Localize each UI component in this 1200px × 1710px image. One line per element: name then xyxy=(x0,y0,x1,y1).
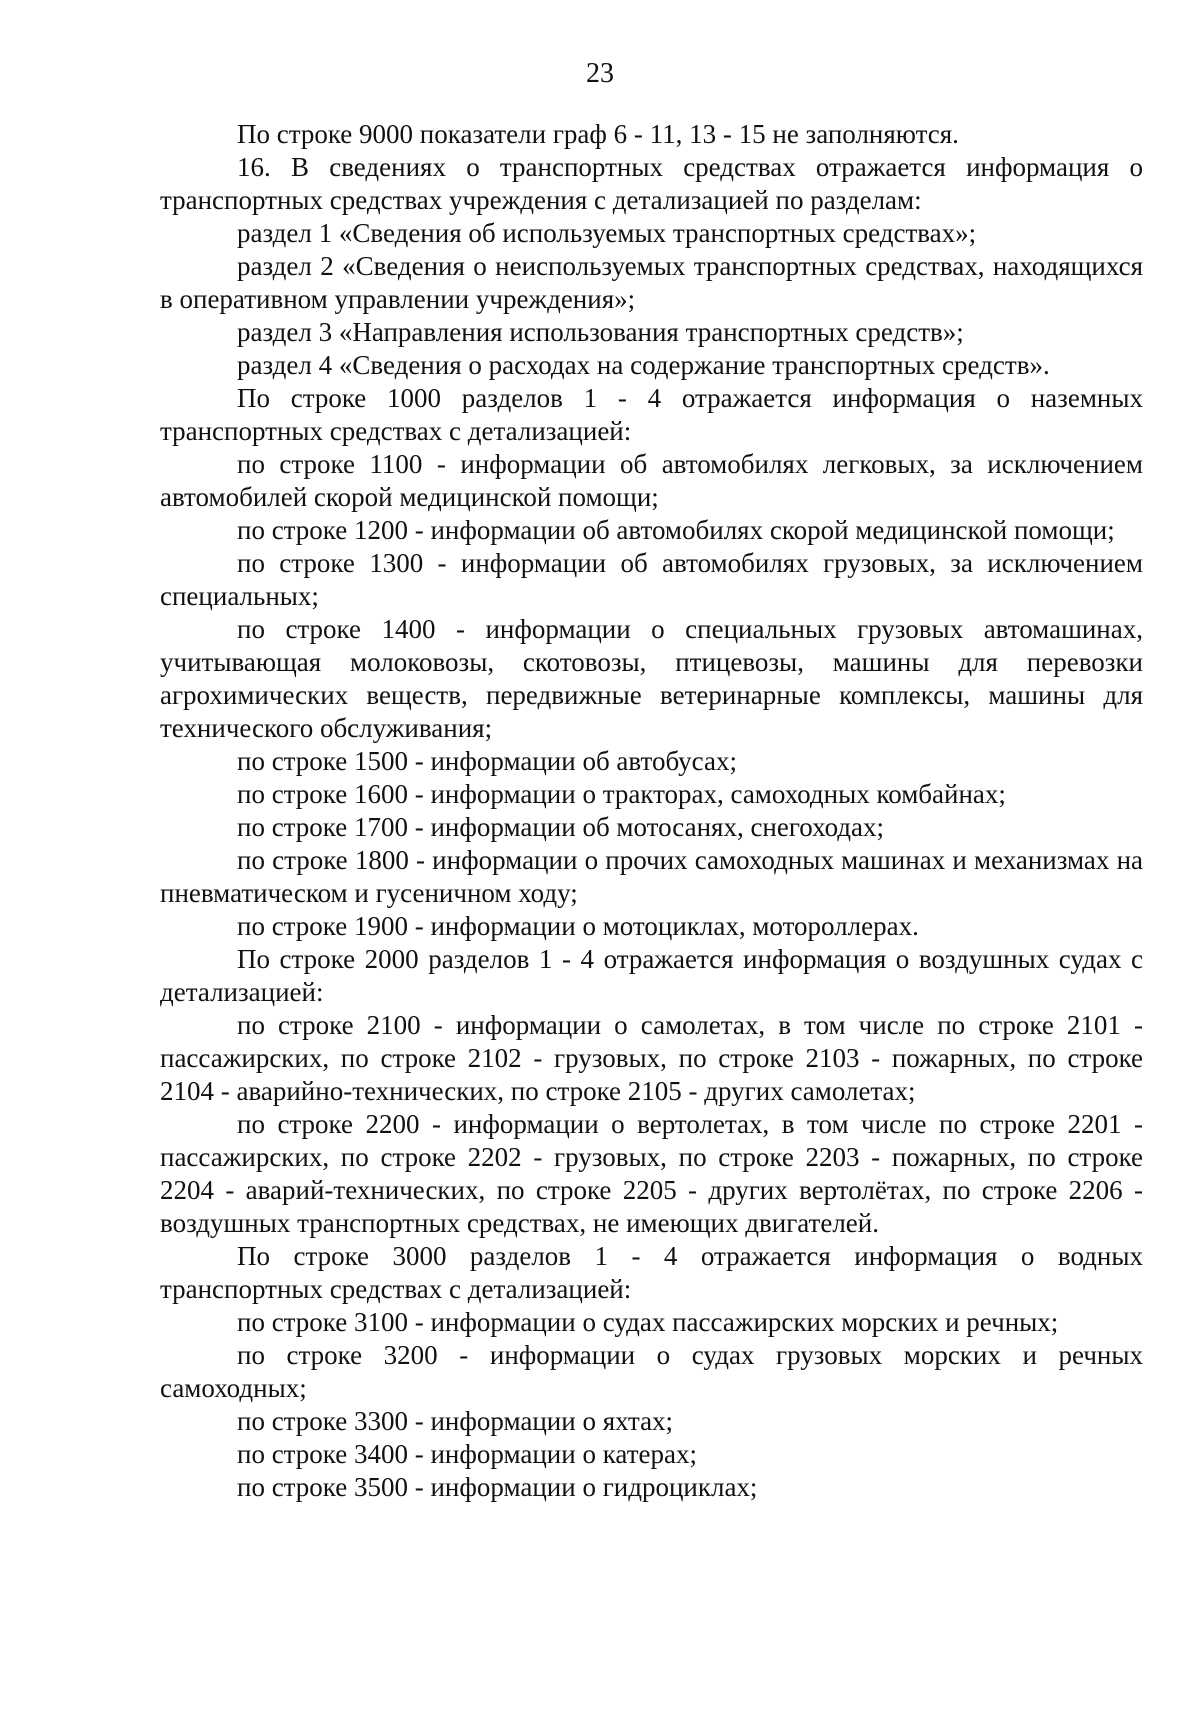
paragraph: по строке 2100 - информации о самолетах, в том числе по строке 2101 - пассажирских, по строке 2102 - грузовых, по строке 2103 - пожарных, по строке 2104 - аварийно-технических, по строке 2105 - других самолетах; xyxy=(160,1010,1143,1106)
paragraph: раздел 3 «Направления использования транспортных средств»; xyxy=(237,317,964,347)
paragraph: по строке 3200 - информации о судах грузовых морских и речных самоходных; xyxy=(160,1340,1143,1403)
paragraph: по строке 1500 - информации об автобусах; xyxy=(237,746,737,776)
paragraph: раздел 4 «Сведения о расходах на содержание транспортных средств». xyxy=(237,350,1050,380)
paragraph: по строке 2200 - информации о вертолетах, в том числе по строке 2201 - пассажирских, по строке 2202 - грузовых, по строке 2203 - пожарных, по строке 2204 - аварий-технических, по строке 2205 - других вертолётах, по строке 2206 - воздушных транспортных средствах, не имеющих двигателей. xyxy=(160,1109,1143,1238)
paragraph: по строке 3500 - информации о гидроциклах; xyxy=(237,1472,758,1502)
paragraph: по строке 1200 - информации об автомобилях скорой медицинской помощи; xyxy=(237,515,1115,545)
paragraph: раздел 2 «Сведения о неиспользуемых транспортных средствах, находящихся в оперативном управлении учреждения»; xyxy=(160,251,1143,314)
page-number: 23 xyxy=(586,58,614,89)
paragraph: раздел 1 «Сведения об используемых транспортных средствах»; xyxy=(237,218,977,248)
document-body xyxy=(160,118,1143,1504)
paragraph: 16. В сведениях о транспортных средствах отражается информация о транспортных средствах учреждения с детализацией по разделам: xyxy=(160,152,1143,215)
paragraph: по строке 1300 - информации об автомобилях грузовых, за исключением специальных; xyxy=(160,548,1143,611)
paragraph: по строке 1400 - информации о специальных грузовых автомашинах, учитывающая молоковозы, скотовозы, птицевозы, машины для перевозки агрохимических веществ, передвижные ветеринарные комплексы, машины для технического обслуживания; xyxy=(160,614,1143,743)
paragraph: по строке 3300 - информации о яхтах; xyxy=(237,1406,674,1436)
paragraph: по строке 1700 - информации об мотосанях, снегоходах; xyxy=(237,812,885,842)
paragraph: по строке 3100 - информации о судах пассажирских морских и речных; xyxy=(237,1307,1059,1337)
paragraph: По строке 9000 показатели граф 6 - 11, 13 - 15 не заполняются. xyxy=(237,119,959,149)
paragraph: По строке 2000 разделов 1 - 4 отражается информация о воздушных судах с детализацией: xyxy=(160,944,1143,1007)
paragraph: по строке 1600 - информации о тракторах, самоходных комбайнах; xyxy=(237,779,1006,809)
paragraph: по строке 3400 - информации о катерах; xyxy=(237,1439,697,1469)
paragraph: по строке 1800 - информации о прочих самоходных машинах и механизмах на пневматическом и гусеничном ходу; xyxy=(160,845,1143,908)
paragraph: по строке 1100 - информации об автомобилях легковых, за исключением автомобилей скорой медицинской помощи; xyxy=(160,449,1143,512)
paragraph: по строке 1900 - информации о мотоциклах, мотороллерах. xyxy=(237,911,919,941)
paragraph: По строке 1000 разделов 1 - 4 отражается информация о наземных транспортных средствах с детализацией: xyxy=(160,383,1143,446)
paragraph: По строке 3000 разделов 1 - 4 отражается информация о водных транспортных средствах с детализацией: xyxy=(160,1241,1143,1304)
